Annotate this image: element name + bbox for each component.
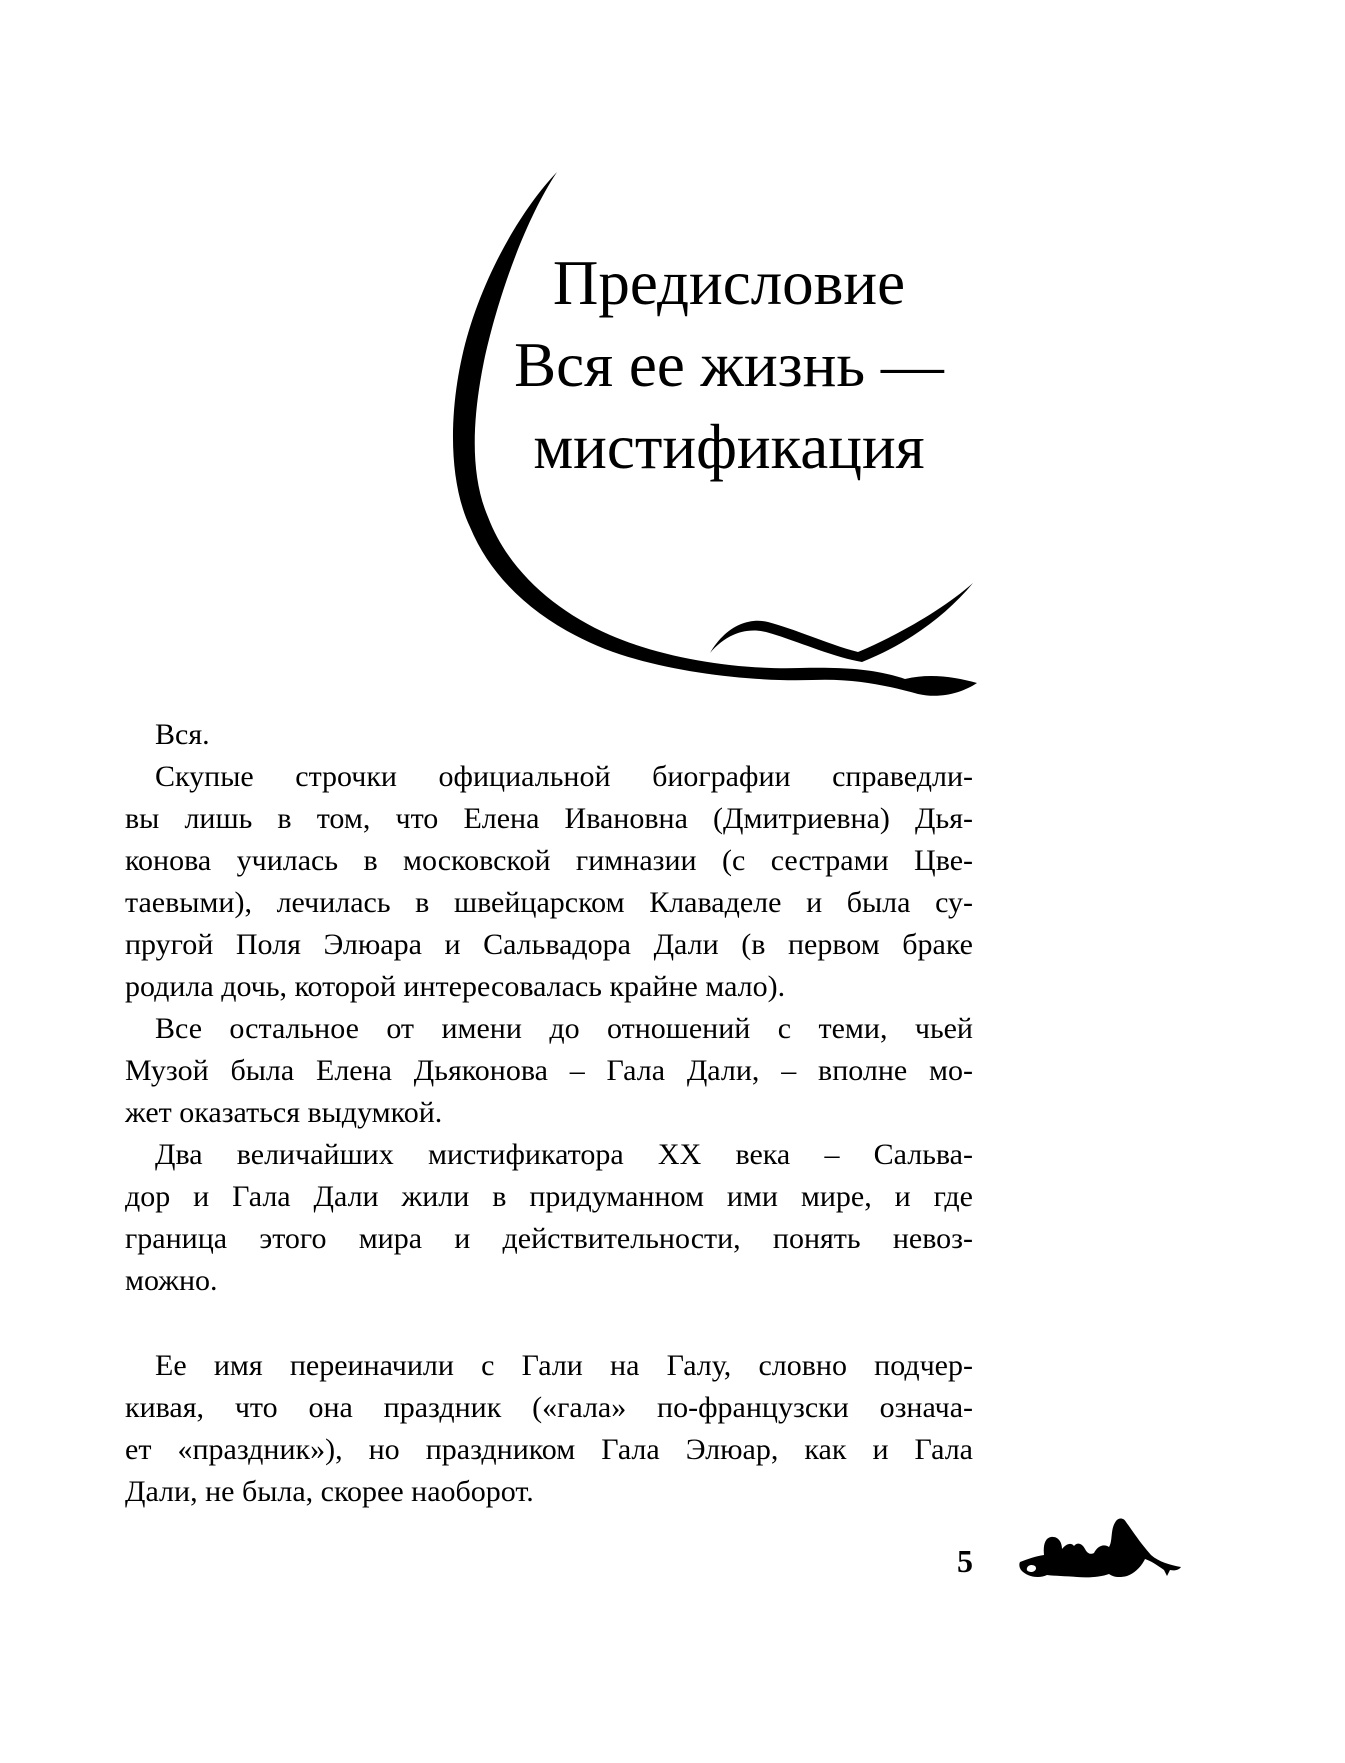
chapter-title-line-2: Вся ее жизнь — [514, 330, 944, 400]
body-line: жет оказаться выдумкой. [125, 1096, 443, 1129]
body-line: пругой Поля Элюара и Сальвадора Дали (в первом браке [125, 928, 973, 961]
body-text [125, 714, 973, 1513]
body-line: дор и Гала Дали жили в придуманном ими мире, и где [125, 1180, 973, 1213]
body-line: ет «праздник»), но праздником Гала Элюар, как и Гала [125, 1433, 973, 1466]
body-line: конова училась в московской гимназии (с сестрами Цве- [125, 844, 973, 877]
body-line: Все остальное от имени до отношений с теми, чьей [155, 1012, 973, 1045]
reclining-woman-silhouette-icon [1018, 1515, 1188, 1581]
body-line: Два величайших мистификатора XX века – Сальва- [155, 1138, 973, 1171]
body-line: кивая, что она праздник («гала» по-французски означа- [125, 1391, 973, 1424]
body-line: Дали, не была, скорее наоборот. [125, 1475, 534, 1508]
body-line: можно. [125, 1264, 218, 1297]
body-line: Ее имя переиначили с Гали на Галу, словно подчер- [155, 1349, 973, 1382]
body-line: таевыми), лечилась в швейцарском Клаваделе и была су- [125, 886, 973, 919]
page-number: 5 [957, 1543, 973, 1579]
body-line: Музой была Елена Дьяконова – Гала Дали, – вполне мо- [125, 1054, 973, 1087]
body-line: Вся. [155, 718, 210, 751]
chapter-title-line-3: мистификация [533, 412, 925, 482]
body-line: вы лишь в том, что Елена Ивановна (Дмитриевна) Дья- [125, 802, 973, 835]
body-line: родила дочь, которой интересовалась крайне мало). [125, 970, 786, 1003]
body-line: граница этого мира и действительности, понять невоз- [125, 1222, 973, 1255]
body-line: Скупые строчки официальной биографии справедли- [155, 760, 973, 793]
chapter-title-line-1: Предисловие [552, 248, 906, 318]
chapter-title [469, 242, 989, 488]
